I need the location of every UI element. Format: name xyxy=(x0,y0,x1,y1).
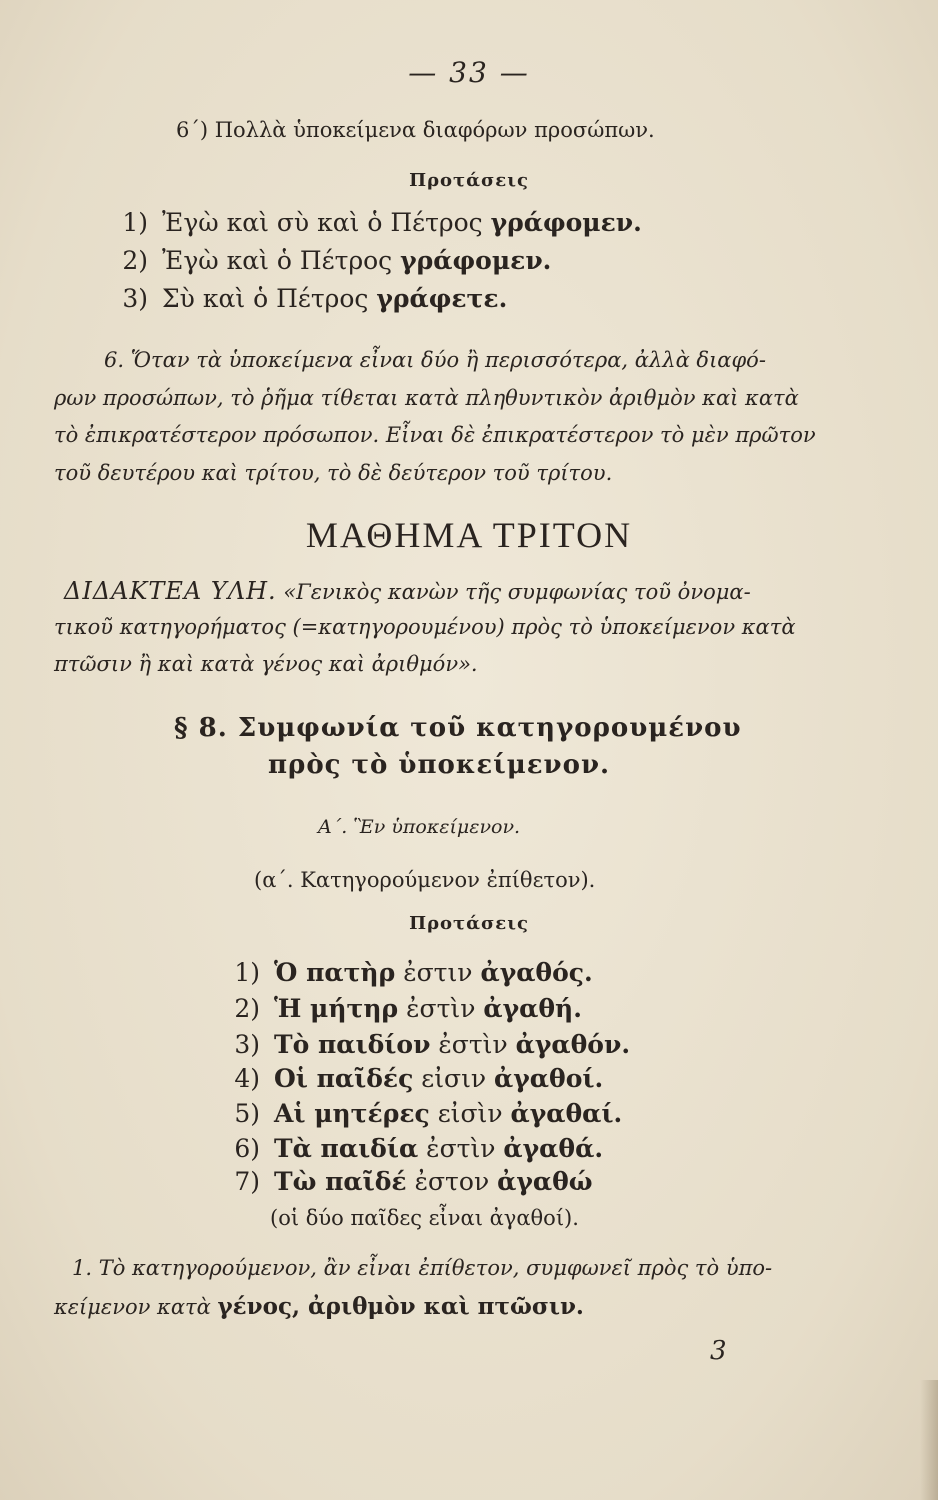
example-text: Ἐγὼ καὶ σὺ καὶ ὁ Πέτρος xyxy=(162,208,483,237)
rule-line: τοῦ δευτέρου καὶ τρίτου, τὸ δὲ δεύτερον τοῦ τρίτου. xyxy=(54,461,613,485)
rule-line: 6. Ὅταν τὰ ὑποκείμενα εἶναι δύο ἢ περισσότερα, ἀλλὰ διαφό- xyxy=(104,348,766,372)
example-line: 3) Τὸ παιδίον ἐστὶν ἀγαθόν. xyxy=(212,1030,630,1059)
examples-heading: Προτάσεις xyxy=(409,170,529,191)
section-title: πρὸς τὸ ὑποκείμενον. xyxy=(268,750,611,780)
dual-note: (οἱ δύο παῖδες εἶναι ἀγαθοί). xyxy=(270,1206,579,1230)
subsection-a-note: (α΄. Κατηγορούμενον ἐπίθετον). xyxy=(254,868,596,892)
examples-heading: Προτάσεις xyxy=(409,913,529,934)
example-line xyxy=(100,284,507,313)
lesson-intro-text: «Γενικὸς κανὼν τῆς συμφωνίας τοῦ ὀνομα- xyxy=(283,580,751,604)
teaching-material-label: ΔΙΔΑΚΤΕΑ ΥΛΗ. xyxy=(64,577,277,605)
rule-line: κείμενον κατὰ γένος, ἀριθμὸν καὶ πτῶσιν. xyxy=(54,1293,584,1320)
page-edge-shadow xyxy=(920,1380,938,1500)
signature-mark: 3 xyxy=(710,1336,727,1366)
example-line: 5) Αἱ μητέρες εἰσὶν ἀγαθαί. xyxy=(212,1099,622,1128)
example-number: 6) xyxy=(234,1134,260,1163)
example-line: 7) Τὼ παῖδέ ἐστον ἀγαθώ xyxy=(212,1167,593,1196)
example-number: 5) xyxy=(234,1099,260,1128)
example-number: 4) xyxy=(234,1064,260,1093)
section-subtitle: 6΄) Πολλὰ ὑποκείμενα διαφόρων προσώπων. xyxy=(176,118,655,142)
rule-line: 1. Τὸ κατηγορούμενον, ἂν εἶναι ἐπίθετον, συμφωνεῖ πρὸς τὸ ὑπο- xyxy=(72,1256,773,1280)
example-text: Σὺ καὶ ὁ Πέτρος xyxy=(162,284,369,313)
example-line xyxy=(100,208,642,237)
example-number: 3) xyxy=(122,284,148,313)
example-line: 6) Τὰ παιδία ἐστὶν ἀγαθά. xyxy=(212,1134,603,1163)
example-verb: γράφετε. xyxy=(376,284,508,313)
example-text: Ἐγὼ καὶ ὁ Πέτρος xyxy=(162,246,393,275)
example-number: 2) xyxy=(234,994,260,1023)
lesson-intro-line: πτῶσιν ἢ καὶ κατὰ γένος καὶ ἀριθμόν». xyxy=(54,652,478,676)
example-number: 7) xyxy=(234,1167,260,1196)
example-number: 2) xyxy=(122,246,148,275)
lesson-title: ΜΑΘΗΜΑ ΤΡΙΤΟΝ xyxy=(305,515,633,555)
lesson-intro-line: τικοῦ κατηγορήματος (=κατηγορουμένου) πρὸς τὸ ὑποκείμενον κατὰ xyxy=(54,615,796,639)
example-line: 1) Ὁ πατὴρ ἐστιν ἀγαθός. xyxy=(212,958,593,987)
example-number: 3) xyxy=(234,1030,260,1059)
example-line xyxy=(100,246,551,275)
page-number: — 33 — xyxy=(408,56,530,89)
rule-line: τὸ ἐπικρατέστερον πρόσωπον. Εἶναι δὲ ἐπικρατέστερον τὸ μὲν πρῶτον xyxy=(54,423,816,447)
subsection-a: Α΄. Ἓν ὑποκείμενον. xyxy=(318,816,521,838)
section-title: § 8. Συμφωνία τοῦ κατηγορουμένου xyxy=(174,713,742,743)
example-line: 4) Οἱ παῖδές εἰσιν ἀγαθοί. xyxy=(212,1064,603,1093)
rule-line: ρων προσώπων, τὸ ῥῆμα τίθεται κατὰ πληθυντικὸν ἀριθμὸν καὶ κατὰ xyxy=(54,386,799,410)
example-verb: γράφομεν. xyxy=(400,246,552,275)
example-verb: γράφομεν. xyxy=(490,208,642,237)
example-number: 1) xyxy=(234,958,260,987)
example-number: 1) xyxy=(122,208,148,237)
example-line: 2) Ἡ μήτηρ ἐστὶν ἀγαθή. xyxy=(212,994,582,1023)
lesson-intro-line xyxy=(64,577,751,605)
